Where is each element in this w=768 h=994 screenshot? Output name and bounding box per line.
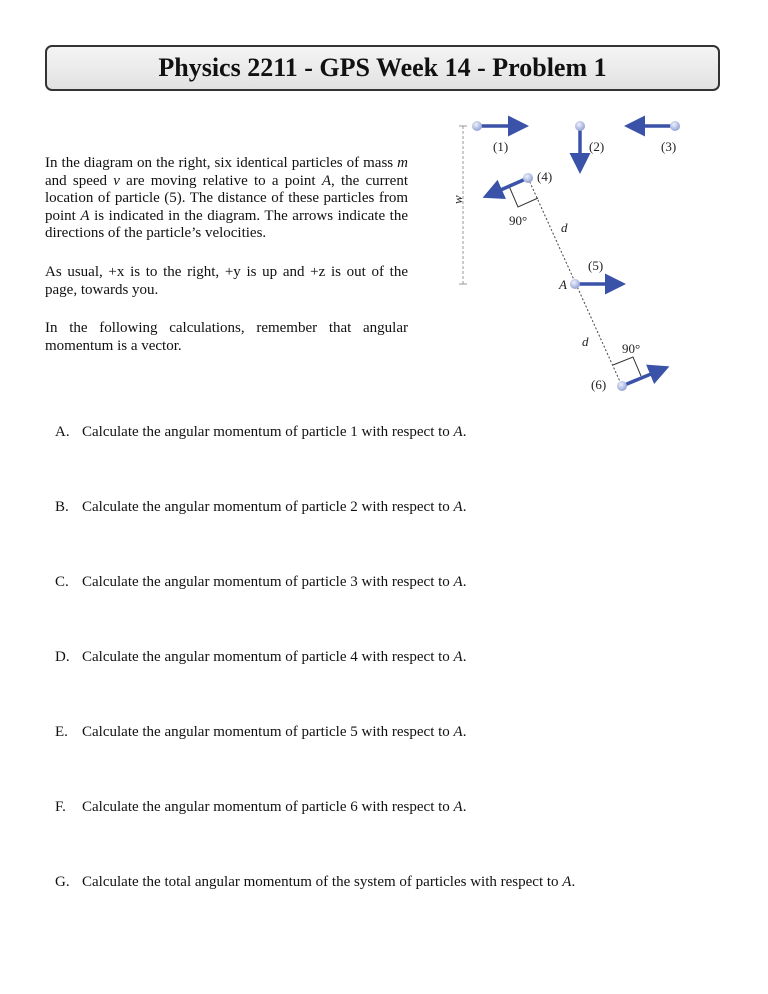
punct: . (462, 499, 467, 515)
question-label: F. (55, 799, 66, 815)
intro-paragraph-3: In the following calculations, remember that angular momentum is a vector. (45, 320, 408, 354)
particles (472, 121, 680, 391)
var-A: A (453, 499, 463, 515)
var-A: A (453, 424, 463, 440)
label-1: (1) (493, 139, 509, 154)
var-m: m (397, 155, 408, 171)
point-A-label: A (559, 277, 567, 292)
question-a (55, 424, 466, 441)
punct: . (571, 874, 576, 890)
var-A: A (321, 172, 331, 189)
var-A: A (453, 799, 463, 815)
question-d (55, 649, 466, 666)
question-label: B. (55, 499, 69, 515)
var-A: A (453, 724, 463, 740)
punct: . (462, 424, 467, 440)
angle-label-4: 90° (509, 213, 528, 228)
question-label: D. (55, 649, 70, 665)
w-label: w (450, 195, 465, 204)
arrow-6 (622, 369, 663, 386)
question-text: Calculate the angular momentum of particle 6 with respect to (82, 799, 454, 815)
question-label: G. (55, 874, 70, 890)
arrow-4 (489, 178, 528, 195)
text: , the current location of particle (5). The distance of these particles from point (45, 172, 408, 224)
text: and speed (45, 172, 114, 189)
var-A: A (562, 874, 572, 890)
label-2: (2) (589, 139, 605, 154)
particle-1 (472, 121, 482, 131)
question-label: A. (55, 424, 70, 440)
page-title: Physics 2211 - GPS Week 14 - Problem 1 (158, 53, 607, 82)
question-text: Calculate the angular momentum of particle 1 with respect to (82, 424, 454, 440)
question-b (55, 499, 466, 516)
question-text: Calculate the angular momentum of particle 3 with respect to (82, 574, 454, 590)
d-label-lower: d (582, 334, 589, 349)
label-3: (3) (661, 139, 677, 154)
w-dimension-line (459, 126, 467, 284)
particle-diagram (0, 0, 768, 420)
particle-6 (617, 381, 627, 391)
var-v: v (113, 172, 120, 189)
particle-3 (670, 121, 680, 131)
punct: . (462, 574, 467, 590)
angle-label-6: 90° (622, 341, 641, 356)
text: is indicated in the diagram. The arrows indicate the directions of the particle’s velocities. (45, 207, 408, 241)
label-6: (6) (591, 377, 607, 392)
particle-5 (570, 279, 580, 289)
var-A: A (80, 207, 90, 224)
label-4: (4) (537, 169, 553, 184)
punct: . (462, 799, 467, 815)
question-f (55, 799, 466, 816)
var-A: A (453, 574, 463, 590)
velocity-arrows (477, 126, 675, 386)
question-text: Calculate the angular momentum of particle 5 with respect to (82, 724, 454, 740)
particle-2 (575, 121, 585, 131)
question-c (55, 574, 466, 591)
var-A: A (453, 649, 463, 665)
question-text: Calculate the angular momentum of particle 2 with respect to (82, 499, 454, 515)
question-text: Calculate the total angular momentum of the system of particles with respect to (82, 874, 563, 890)
text: In the diagram on the right, six identical particles of mass (45, 155, 398, 171)
question-g (55, 874, 575, 891)
punct: . (462, 724, 467, 740)
question-label: E. (55, 724, 68, 740)
punct: . (462, 649, 467, 665)
particle-4 (523, 173, 533, 183)
intro-paragraph-2: As usual, +x is to the right, +y is up and +z is out of the page, towards you. (45, 264, 408, 298)
question-e (55, 724, 466, 741)
label-5: (5) (588, 258, 604, 273)
d-label-upper: d (561, 220, 568, 235)
question-label: C. (55, 574, 69, 590)
question-text: Calculate the angular momentum of particle 4 with respect to (82, 649, 454, 665)
text: are moving relative to a point (119, 172, 322, 189)
